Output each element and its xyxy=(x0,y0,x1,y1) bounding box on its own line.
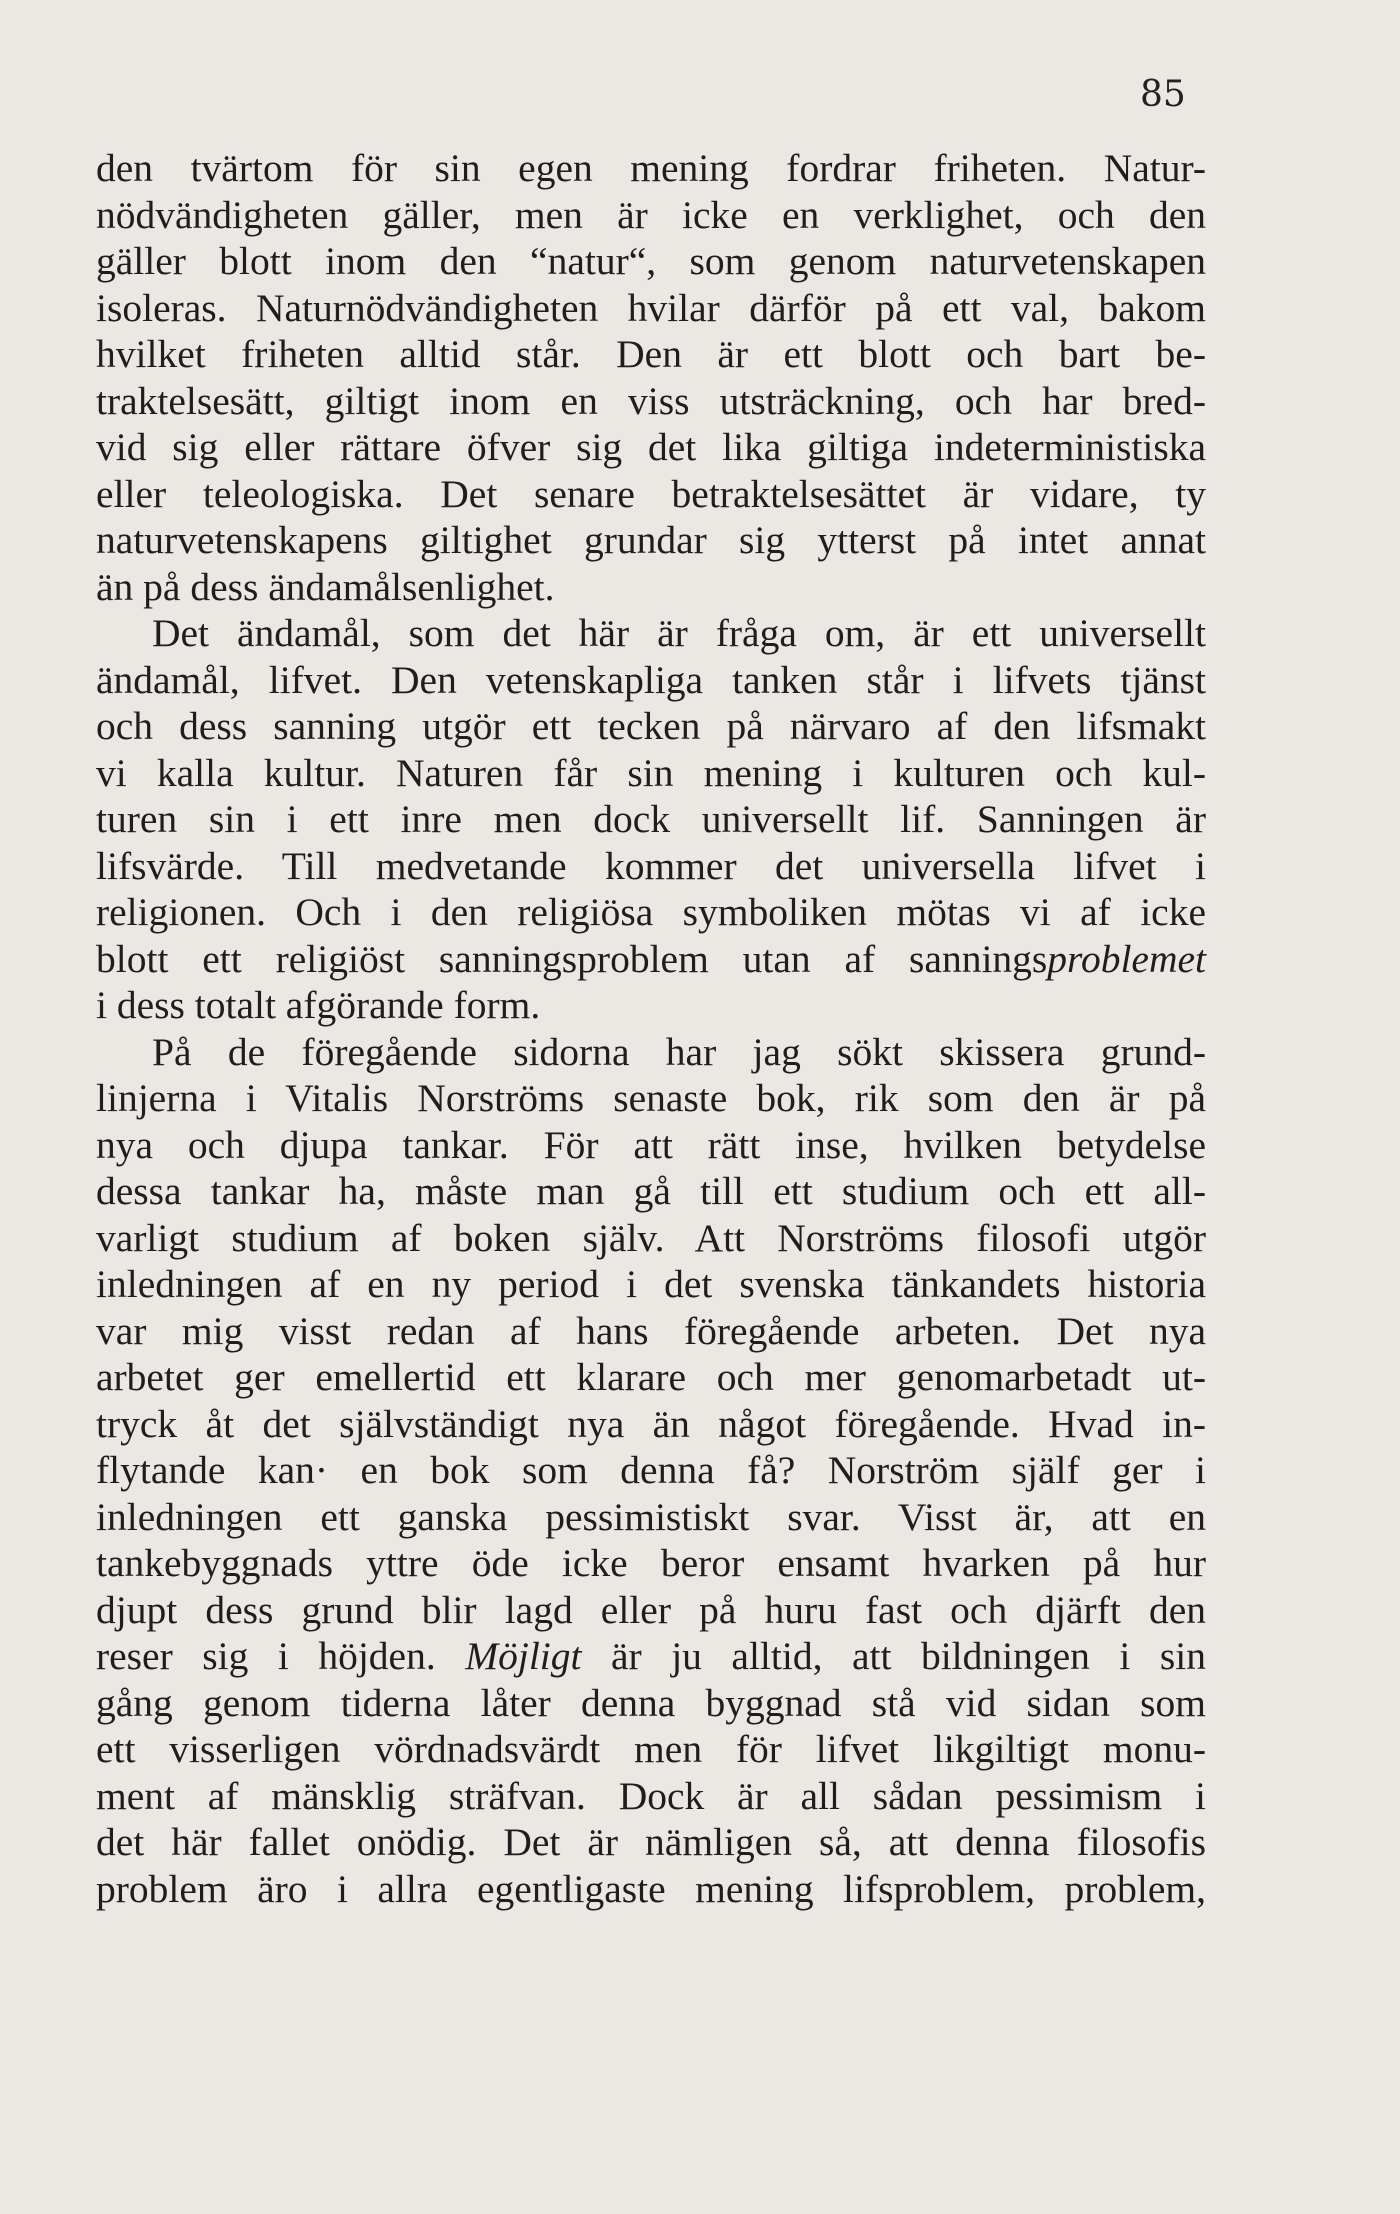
text-segment: reser sig i höjden. xyxy=(96,1634,466,1678)
text-line: tankebyggnads yttre öde icke beror ensamt hvarken på hur xyxy=(96,1541,1206,1585)
text-line: problem äro i allra egentligaste mening lifsproblem, problem, xyxy=(96,1866,1206,1911)
text-line: det här fallet onödig. Det är nämligen så, att denna filosofis xyxy=(96,1820,1206,1864)
text-line: nödvändigheten gäller, men är icke en verklighet, och den xyxy=(96,192,1206,237)
text-line: eller teleologiska. Det senare betraktelsesättet är vidare, ty xyxy=(96,471,1206,516)
text-line: varligt studium af boken själv. Att Norströms filosofi utgör xyxy=(96,1215,1206,1260)
text-line: lifsvärde. Till medvetande kommer det universella lifvet i xyxy=(96,843,1206,888)
text-line: hvilket friheten alltid står. Den är ett blott och bart be- xyxy=(96,332,1206,376)
text-line: turen sin i ett inre men dock universellt lif. Sanningen är xyxy=(96,797,1206,841)
text-line xyxy=(96,1633,1206,1680)
text-line: djupt dess grund blir lagd eller på huru fast och djärft den xyxy=(96,1587,1206,1632)
text-line: var mig visst redan af hans föregående arbeten. Det nya xyxy=(96,1308,1206,1353)
page-number: 85 xyxy=(1140,74,1186,115)
text-line: och dess sanning utgör ett tecken på närvaro af den lifsmakt xyxy=(96,704,1206,748)
text-line: naturvetenskapens giltighet grundar sig ytterst på intet annat xyxy=(96,518,1206,562)
text-line: arbetet ger emellertid ett klarare och mer genomarbetadt ut- xyxy=(96,1355,1206,1399)
text-line: vi kalla kultur. Naturen får sin mening i kulturen och kul- xyxy=(96,750,1206,795)
text-line: inledningen ett ganska pessimistiskt svar. Visst är, att en xyxy=(96,1494,1206,1539)
text-line: gäller blott inom den “natur“, som genom naturvetenskapen xyxy=(96,239,1206,283)
text-line: den tvärtom för sin egen mening fordrar friheten. Natur- xyxy=(96,146,1206,190)
text-line: ändamål, lifvet. Den vetenskapliga tanken står i lifvets tjänst xyxy=(96,657,1206,702)
text-line: Det ändamål, som det här är fråga om, är ett universellt xyxy=(152,611,1206,655)
text-line: vid sig eller rättare öfver sig det lika giltiga indeterministiska xyxy=(96,425,1206,469)
text-line: isoleras. Naturnödvändigheten hvilar därför på ett val, bakom xyxy=(96,285,1206,330)
text-line: ett visserligen vördnadsvärdt men för lifvet likgiltigt monu- xyxy=(96,1727,1206,1771)
italic-text: problemet xyxy=(1047,936,1206,981)
text-line: inledningen af en ny period i det svenska tänkandets historia xyxy=(96,1262,1206,1306)
text-line: linjerna i Vitalis Norströms senaste bok, rik som den är på xyxy=(96,1076,1206,1120)
text-line: traktelsesätt, giltigt inom en viss utsträckning, och har bred- xyxy=(96,378,1206,423)
text-line: ment af mänsklig sträfvan. Dock är all sådan pessimism i xyxy=(96,1773,1206,1818)
text-line: flytande kan· en bok som denna få? Norström själf ger i xyxy=(96,1448,1206,1492)
text-line: gång genom tiderna låter denna byggnad stå vid sidan som xyxy=(96,1680,1206,1725)
text-segment: blott ett religiöst sanningsproblem utan af sannings xyxy=(96,936,1048,981)
text-line: i dess totalt afgörande form. xyxy=(96,983,541,1027)
text-line: dessa tankar ha, måste man gå till ett studium och ett all- xyxy=(96,1169,1206,1213)
text-line: På de föregående sidorna har jag sökt skissera grund- xyxy=(152,1029,1206,1074)
text-line xyxy=(96,936,1206,983)
text-line: nya och djupa tankar. För att rätt inse, hvilken betydelse xyxy=(96,1122,1206,1167)
text-line: än på dess ändamålsenlighet. xyxy=(96,564,555,609)
body-text xyxy=(96,145,1206,1912)
italic-text: Möjligt xyxy=(465,1634,582,1678)
text-line: religionen. Och i den religiösa symboliken mötas vi af icke xyxy=(96,890,1206,934)
text-segment: är ju alltid, att bildningen i sin xyxy=(581,1634,1206,1678)
text-line: tryck åt det självständigt nya än något föregående. Hvad in- xyxy=(96,1401,1206,1446)
